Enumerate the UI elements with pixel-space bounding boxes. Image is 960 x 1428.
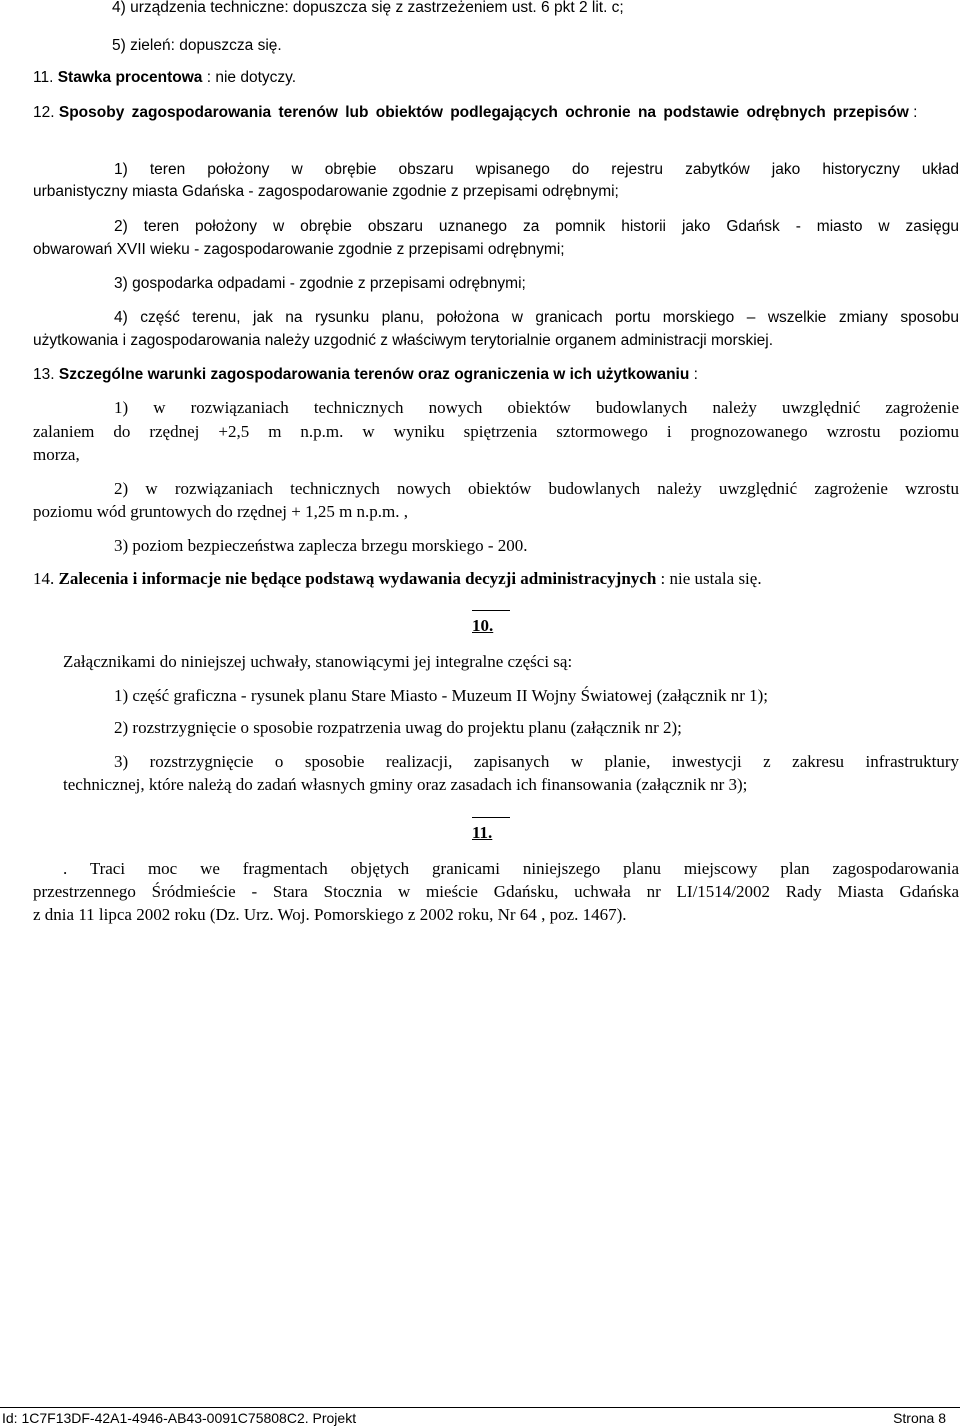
section-13-heading bbox=[33, 363, 698, 387]
section-title: Szczególne warunki zagospodarowania terenów oraz ograniczenia w ich użytkowaniu bbox=[58, 366, 690, 383]
section-13-item-3: 3) poziom bezpieczeństwa zaplecza brzegu morskiego - 200. bbox=[114, 536, 528, 555]
section-title: Zalecenia i informacje nie będące podstawą wydawania decyzji administracyjnych bbox=[58, 569, 657, 588]
section-12-item-2-line-1: 2) teren położony w obrębie obszaru uznanego za pomnik historii jako Gdańsk - miasto w zasięgu bbox=[114, 218, 959, 235]
section-13-item-1-line-3: morza, bbox=[33, 445, 80, 464]
repeal-line-2: przestrzennego Śródmieście - Stara Stocznia w mieście Gdańsku, uchwała nr LI/1514/2002 Rady Miasta Gdańska bbox=[33, 882, 959, 901]
paragraph-sign bbox=[472, 817, 510, 818]
section-title: Stawka procentowa bbox=[57, 69, 203, 86]
section-title: Sposoby zagospodarowania terenów lub obiektów podlegających ochronie na podstawie odrębnych przepisów bbox=[58, 104, 909, 121]
page-number: Strona 8 bbox=[893, 1410, 946, 1426]
paragraph-10-heading bbox=[472, 615, 493, 637]
section-12-item-1-line-1: 1) teren położony w obrębie obszaru wpisanego do rejestru zabytków jako historyczny układ bbox=[114, 161, 959, 178]
repeal-line-1: . Traci moc we fragmentach objętych granicami niniejszego planu miejscowy plan zagospodarowania bbox=[63, 859, 959, 878]
section-12-item-3: 3) gospodarka odpadami - zgodnie z przepisami odrębnymi; bbox=[114, 275, 526, 292]
section-12-item-2-line-2: obwarowań XVII wieku - zagospodarowanie zgodnie z przepisami odrębnymi; bbox=[33, 241, 565, 258]
paragraph-11-heading bbox=[472, 822, 492, 844]
paragraph-number: 10. bbox=[472, 616, 494, 635]
attachment-3-line-2: technicznej, które należą do zadań własnych gminy oraz zasadach ich finansowania (załącznik nr 3); bbox=[63, 775, 748, 794]
section-14 bbox=[33, 567, 762, 591]
section-11 bbox=[33, 66, 296, 90]
attachment-3-line-1: 3) rozstrzygnięcie o sposobie realizacji, zapisanych w planie, inwestycji z zakresu infrastruktury bbox=[114, 752, 959, 771]
section-value: : nie dotyczy. bbox=[202, 69, 297, 86]
repeal-line-3: z dnia 11 lipca 2002 roku (Dz. Urz. Woj. Pomorskiego z 2002 roku, Nr 64 , poz. 1467). bbox=[33, 905, 627, 924]
section-number: 12. bbox=[33, 104, 55, 121]
section-value: : bbox=[908, 104, 918, 121]
section-number: 13. bbox=[33, 366, 55, 383]
attachment-1: 1) część graficzna - rysunek planu Stare Miasto - Muzeum II Wojny Światowej (załącznik nr 1); bbox=[114, 686, 769, 705]
section-12-item-4-line-1: 4) część terenu, jak na rysunku planu, położona w granicach portu morskiego – wszelkie zmiany sposobu bbox=[114, 309, 959, 326]
attachment-2: 2) rozstrzygnięcie o sposobie rozpatrzenia uwag do projektu planu (załącznik nr 2); bbox=[114, 718, 682, 737]
section-number: 11. bbox=[33, 69, 54, 86]
paragraph-number: 11. bbox=[472, 823, 493, 842]
page-footer bbox=[0, 1407, 960, 1428]
section-value: : nie ustala się. bbox=[656, 569, 762, 588]
item-5: 5) zieleń: dopuszcza się. bbox=[112, 37, 282, 54]
section-13-item-1-line-1: 1) w rozwiązaniach technicznych nowych obiektów budowlanych należy uwzględnić zagrożenie bbox=[114, 398, 959, 417]
section-number: 14. bbox=[33, 569, 55, 588]
attachments-intro: Załącznikami do niniejszej uchwały, stanowiącymi jej integralne części są: bbox=[63, 652, 573, 671]
document-id: Id: 1C7F13DF-42A1-4946-AB43-0091C75808C2. Projekt bbox=[2, 1410, 357, 1426]
section-12-heading bbox=[33, 101, 959, 125]
section-13-item-1-line-2: zalaniem do rzędnej +2,5 m n.p.m. w wyniku spiętrzenia sztormowego i prognozowanego wzrostu poziomu bbox=[33, 422, 959, 441]
section-13-item-2-line-2: poziomu wód gruntowych do rzędnej + 1,25 m n.p.m. , bbox=[33, 502, 409, 521]
item-4: 4) urządzenia techniczne: dopuszcza się z zastrzeżeniem ust. 6 pkt 2 lit. c; bbox=[112, 0, 624, 16]
section-12-item-1-line-2: urbanistyczny miasta Gdańska - zagospodarowanie zgodnie z przepisami odrębnymi; bbox=[33, 183, 619, 200]
section-13-item-2-line-1: 2) w rozwiązaniach technicznych nowych obiektów budowlanych należy uwzględnić zagrożenie wzrostu bbox=[114, 479, 959, 498]
paragraph-sign bbox=[472, 610, 510, 611]
section-value: : bbox=[689, 366, 698, 383]
section-12-item-4-line-2: użytkowania i zagospodarowania należy uzgodnić z właściwym terytorialnie organem administracji morskiej. bbox=[33, 332, 774, 349]
